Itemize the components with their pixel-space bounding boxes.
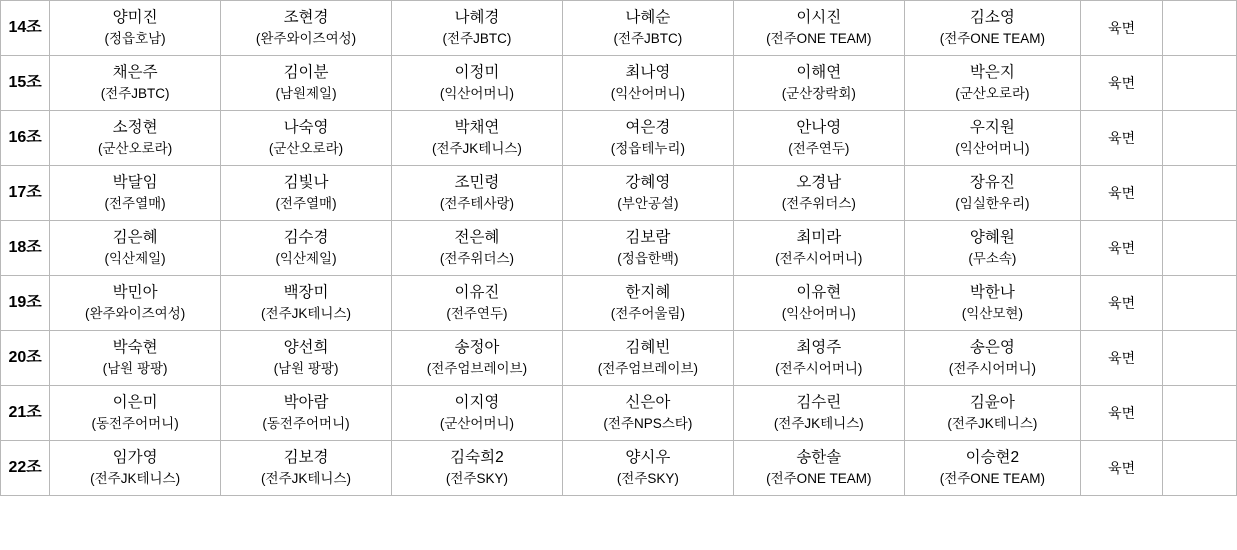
player-name: 나혜경	[454, 8, 500, 26]
player-name: 김소영	[969, 8, 1015, 26]
player-name: 백장미	[283, 283, 329, 301]
court-note: 육면	[1108, 20, 1136, 36]
empty-cell	[1163, 221, 1237, 276]
player-name: 김빛나	[283, 173, 329, 191]
group-label-cell	[1, 221, 50, 276]
player-cell	[50, 331, 221, 386]
player-club: (전주열매)	[275, 196, 337, 212]
player-cell	[733, 1, 904, 56]
player-cell	[904, 56, 1080, 111]
player-cell	[391, 166, 562, 221]
player-name: 김보람	[625, 228, 671, 246]
player-name: 임가영	[112, 448, 158, 466]
player-cell	[733, 276, 904, 331]
player-name: 오경남	[796, 173, 842, 191]
player-club: (전주위더스)	[439, 251, 515, 267]
player-club: (전주JBTC)	[442, 31, 512, 47]
player-name: 김수경	[283, 228, 329, 246]
player-cell	[733, 166, 904, 221]
player-club: (전주ONE TEAM)	[939, 31, 1046, 47]
player-club: (전주시어머니)	[775, 361, 863, 377]
player-cell	[50, 166, 221, 221]
player-name: 나혜순	[625, 8, 671, 26]
court-note: 육면	[1108, 185, 1136, 201]
player-name: 전은혜	[454, 228, 500, 246]
player-name: 김은혜	[112, 228, 158, 246]
player-club: (전주테사랑)	[439, 196, 515, 212]
player-name: 강혜영	[625, 173, 671, 191]
player-cell	[221, 276, 392, 331]
player-cell	[50, 441, 221, 496]
player-cell	[50, 386, 221, 441]
player-cell	[391, 386, 562, 441]
court-note-cell	[1081, 1, 1163, 56]
player-cell	[391, 1, 562, 56]
player-cell	[733, 221, 904, 276]
player-club: (군산오로라)	[268, 141, 344, 157]
player-club: (익산모현)	[961, 306, 1023, 322]
empty-cell	[1163, 386, 1237, 441]
player-cell	[50, 111, 221, 166]
player-name: 이승현2	[965, 448, 1020, 466]
player-cell	[904, 441, 1080, 496]
group-label: 17조	[8, 184, 42, 202]
player-cell	[221, 331, 392, 386]
player-name: 최영주	[796, 338, 842, 356]
player-cell	[904, 1, 1080, 56]
player-name: 최나영	[625, 63, 671, 81]
player-name: 소정현	[112, 118, 158, 136]
player-name: 박민아	[112, 283, 158, 301]
player-club: (전주시어머니)	[948, 361, 1036, 377]
player-cell	[562, 276, 733, 331]
player-cell	[391, 221, 562, 276]
player-club: (익산제일)	[104, 251, 166, 267]
player-name: 박숙현	[112, 338, 158, 356]
player-cell	[733, 441, 904, 496]
player-cell	[904, 111, 1080, 166]
player-club: (전주SKY)	[445, 471, 508, 487]
player-name: 김보경	[283, 448, 329, 466]
player-club: (익산어머니)	[439, 86, 515, 102]
player-name: 이은미	[112, 393, 158, 411]
player-name: 김이분	[283, 63, 329, 81]
player-name: 안나영	[796, 118, 842, 136]
player-club: (익산제일)	[275, 251, 337, 267]
player-club: (무소속)	[968, 251, 1017, 267]
player-cell	[904, 386, 1080, 441]
player-club: (군산오로라)	[98, 141, 173, 157]
player-club: (전주JBTC)	[613, 31, 683, 47]
court-note: 육면	[1108, 295, 1136, 311]
player-cell	[562, 1, 733, 56]
player-club: (전주JBTC)	[100, 86, 170, 102]
player-club: (전주ONE TEAM)	[939, 471, 1046, 487]
court-note: 육면	[1108, 460, 1136, 476]
player-club: (군산어머니)	[439, 416, 515, 432]
empty-cell	[1163, 56, 1237, 111]
player-name: 송은영	[969, 338, 1015, 356]
player-cell	[50, 56, 221, 111]
player-name: 박채연	[454, 118, 500, 136]
player-club: (동전주어머니)	[262, 416, 350, 432]
player-club: (완주와이즈여성)	[255, 31, 357, 47]
player-club: (남원 팡팡)	[102, 361, 168, 377]
player-cell	[221, 1, 392, 56]
group-label: 16조	[8, 129, 42, 147]
player-name: 이유진	[454, 283, 500, 301]
empty-cell	[1163, 276, 1237, 331]
player-cell	[221, 166, 392, 221]
court-note-cell	[1081, 166, 1163, 221]
group-label-cell	[1, 56, 50, 111]
player-club: (전주어울림)	[610, 306, 685, 322]
player-club: (익산어머니)	[955, 141, 1030, 157]
player-cell	[733, 386, 904, 441]
player-club: (전주위더스)	[781, 196, 856, 212]
group-label-cell	[1, 276, 50, 331]
player-club: (전주연두)	[788, 141, 850, 157]
player-name: 김윤아	[969, 393, 1015, 411]
player-name: 여은경	[625, 118, 671, 136]
player-club: (전주NPS스타)	[603, 416, 693, 432]
player-club: (전주열매)	[104, 196, 166, 212]
player-club: (전주JK테니스)	[431, 141, 522, 157]
player-cell	[904, 331, 1080, 386]
court-note-cell	[1081, 111, 1163, 166]
table-row	[1, 441, 1237, 496]
player-name: 박아람	[283, 393, 329, 411]
player-name: 박한나	[969, 283, 1015, 301]
table-row	[1, 1, 1237, 56]
player-cell	[562, 111, 733, 166]
player-club: (익산어머니)	[781, 306, 856, 322]
player-name: 조현경	[283, 8, 329, 26]
player-cell	[391, 276, 562, 331]
player-club: (전주JK테니스)	[90, 471, 181, 487]
player-name: 송정아	[454, 338, 500, 356]
player-club: (정읍테누리)	[610, 141, 685, 157]
group-label: 19조	[8, 294, 42, 312]
player-cell	[221, 221, 392, 276]
player-club: (남원 팡팡)	[273, 361, 339, 377]
group-label: 21조	[8, 404, 42, 422]
group-label: 22조	[8, 459, 42, 477]
player-cell	[221, 441, 392, 496]
group-label: 18조	[8, 239, 42, 257]
player-club: (전주엄브레이브)	[426, 361, 528, 377]
group-label: 20조	[8, 349, 42, 367]
player-club: (전주시어머니)	[775, 251, 863, 267]
table-row	[1, 386, 1237, 441]
court-note: 육면	[1108, 240, 1136, 256]
player-name: 김수린	[796, 393, 842, 411]
group-label-cell	[1, 441, 50, 496]
player-name: 송한솔	[796, 448, 842, 466]
player-cell	[221, 56, 392, 111]
player-club: (전주JK테니스)	[261, 471, 351, 487]
player-club: (전주JK테니스)	[947, 416, 1038, 432]
group-label-cell	[1, 166, 50, 221]
group-label-cell	[1, 331, 50, 386]
player-name: 나숙영	[283, 118, 329, 136]
player-club: (동전주어머니)	[91, 416, 179, 432]
player-cell	[50, 221, 221, 276]
table-row	[1, 56, 1237, 111]
player-cell	[391, 111, 562, 166]
player-name: 박은지	[969, 63, 1015, 81]
player-cell	[562, 56, 733, 111]
player-cell	[562, 166, 733, 221]
player-cell	[733, 111, 904, 166]
player-club: (전주ONE TEAM)	[766, 471, 872, 487]
player-cell	[221, 111, 392, 166]
group-label: 15조	[8, 74, 42, 92]
player-cell	[391, 331, 562, 386]
court-note: 육면	[1108, 350, 1136, 366]
player-club: (전주ONE TEAM)	[766, 31, 872, 47]
player-name: 최미라	[796, 228, 842, 246]
table-row	[1, 276, 1237, 331]
player-name: 장유진	[969, 173, 1015, 191]
group-label: 14조	[8, 19, 42, 37]
roster-body	[1, 1, 1237, 496]
court-note: 육면	[1108, 130, 1136, 146]
player-club: (임실한우리)	[955, 196, 1030, 212]
player-name: 김숙희2	[450, 448, 504, 466]
empty-cell	[1163, 441, 1237, 496]
player-club: (정읍한백)	[617, 251, 679, 267]
group-label-cell	[1, 1, 50, 56]
player-cell	[904, 221, 1080, 276]
table-row	[1, 111, 1237, 166]
player-name: 이지영	[454, 393, 500, 411]
player-club: (전주연두)	[446, 306, 508, 322]
player-name: 한지혜	[625, 283, 671, 301]
player-cell	[221, 386, 392, 441]
player-cell	[904, 166, 1080, 221]
court-note-cell	[1081, 276, 1163, 331]
player-club: (정읍호남)	[104, 31, 166, 47]
player-club: (전주JK테니스)	[261, 306, 351, 322]
player-club: (전주SKY)	[616, 471, 679, 487]
court-note-cell	[1081, 221, 1163, 276]
player-cell	[50, 276, 221, 331]
player-name: 신은아	[625, 393, 671, 411]
player-name: 김혜빈	[625, 338, 671, 356]
player-club: (완주와이즈여성)	[84, 306, 186, 322]
player-cell	[391, 441, 562, 496]
empty-cell	[1163, 331, 1237, 386]
player-cell	[562, 331, 733, 386]
player-club: (부안공설)	[617, 196, 679, 212]
court-note: 육면	[1108, 405, 1136, 421]
court-note: 육면	[1108, 75, 1136, 91]
group-label-cell	[1, 386, 50, 441]
court-note-cell	[1081, 441, 1163, 496]
player-name: 조민령	[454, 173, 500, 191]
player-club: (군산오로라)	[955, 86, 1030, 102]
player-cell	[733, 56, 904, 111]
player-cell	[562, 221, 733, 276]
player-club: (전주엄브레이브)	[597, 361, 698, 377]
court-note-cell	[1081, 386, 1163, 441]
table-row	[1, 166, 1237, 221]
player-club: (전주JK테니스)	[773, 416, 864, 432]
group-label-cell	[1, 111, 50, 166]
player-name: 우지원	[969, 118, 1015, 136]
empty-cell	[1163, 166, 1237, 221]
player-cell	[904, 276, 1080, 331]
player-cell	[50, 1, 221, 56]
player-name: 양시우	[625, 448, 671, 466]
player-cell	[562, 441, 733, 496]
court-note-cell	[1081, 331, 1163, 386]
player-club: (익산어머니)	[610, 86, 685, 102]
player-name: 이정미	[454, 63, 500, 81]
player-name: 이해연	[796, 63, 842, 81]
player-name: 양선희	[283, 338, 329, 356]
player-club: (남원제일)	[275, 86, 337, 102]
player-name: 양혜원	[969, 228, 1015, 246]
player-name: 이유현	[796, 283, 842, 301]
table-row	[1, 221, 1237, 276]
player-club: (군산장락회)	[781, 86, 856, 102]
player-cell	[733, 331, 904, 386]
player-name: 이시진	[796, 8, 842, 26]
empty-cell	[1163, 111, 1237, 166]
table-row	[1, 331, 1237, 386]
player-cell	[562, 386, 733, 441]
player-name: 채은주	[112, 63, 158, 81]
player-name: 박달임	[112, 173, 158, 191]
player-name: 양미진	[112, 8, 158, 26]
empty-cell	[1163, 1, 1237, 56]
player-cell	[391, 56, 562, 111]
court-note-cell	[1081, 56, 1163, 111]
